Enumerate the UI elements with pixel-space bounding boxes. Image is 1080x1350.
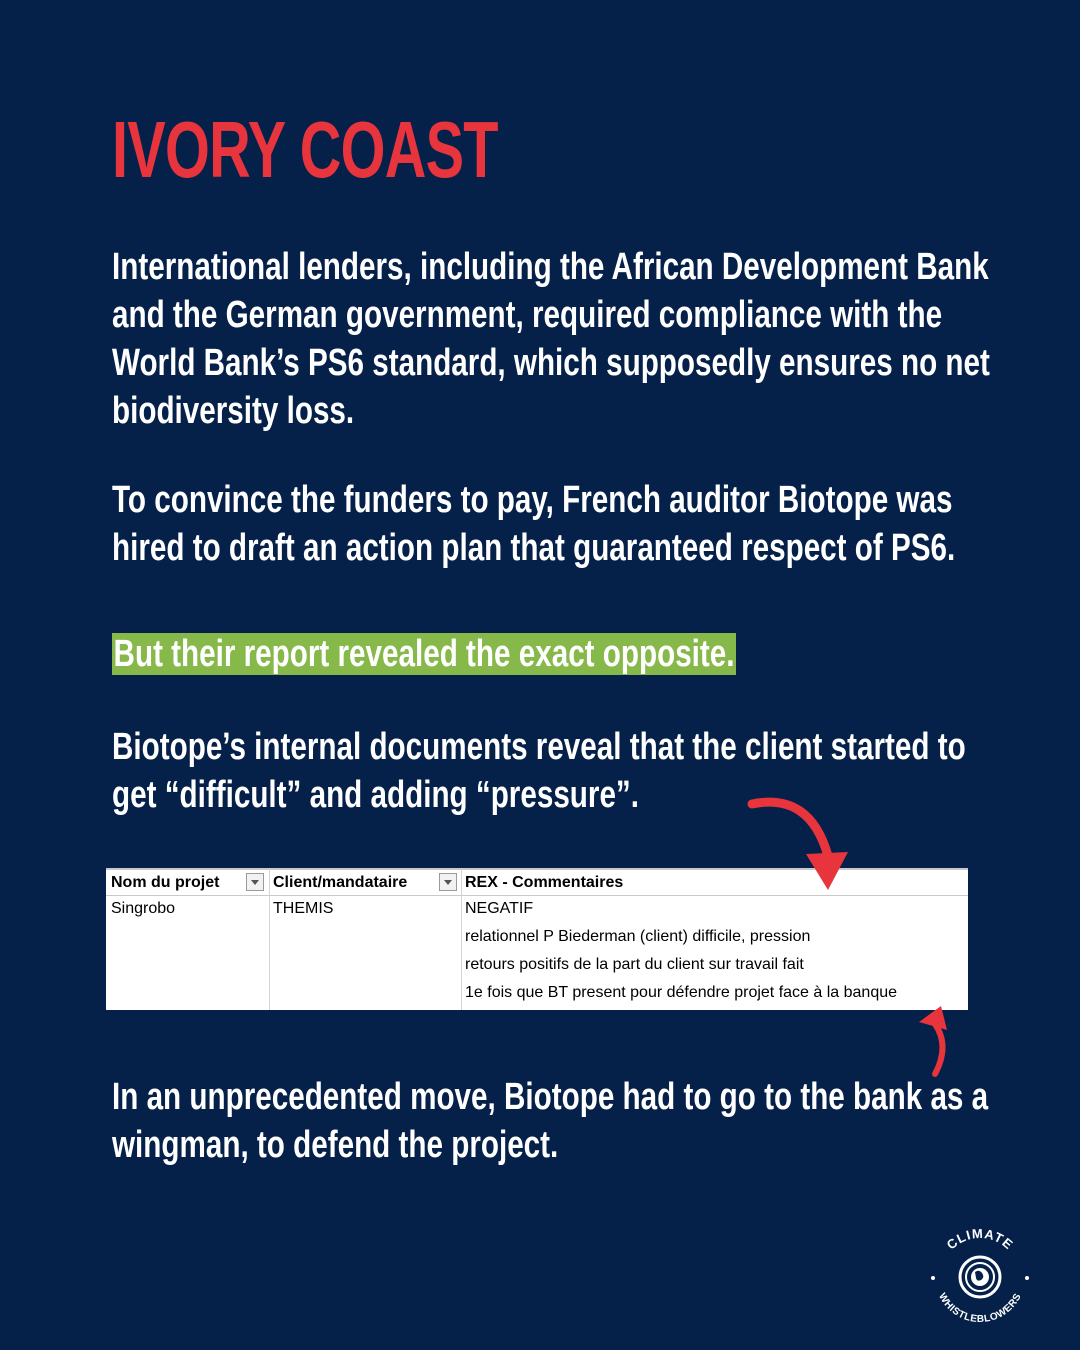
highlight-paragraph (112, 630, 736, 678)
paragraph-lenders (112, 243, 990, 435)
cell-comment: 1e fois que BT present pour défendre projet face à la banque (465, 984, 898, 1001)
cell-client: THEMIS (273, 900, 334, 917)
text-line: World Bank’s PS6 standard, which supposedly ensures no net (112, 342, 990, 384)
text-line: hired to draft an action plan that guaranteed respect of PS6. (112, 527, 956, 569)
red-curved-arrow-icon (740, 790, 860, 895)
header-project-name: Nom du projet (111, 874, 220, 891)
logo-top-text: CLIMATE (943, 1225, 1017, 1253)
paragraph-biotope-hired (112, 476, 955, 572)
cell-comment: NEGATIF (465, 900, 534, 917)
text-line: and the German government, required compliance with the (112, 294, 943, 336)
cell-project: Singrobo (111, 900, 176, 917)
page-title: IVORY COAST (112, 105, 498, 194)
text-line: get “difficult” and adding “pressure”. (112, 774, 639, 816)
cell-comment: retours positifs de la part du client sur travail fait (465, 956, 804, 973)
column-divider (461, 868, 462, 1010)
paragraph-wingman (112, 1073, 988, 1169)
red-curved-arrow-icon (905, 1000, 965, 1080)
text-line: In an unprecedented move, Biotope had to go to the bank as a (112, 1076, 989, 1118)
text-line: To convince the funders to pay, French auditor Biotope was (112, 479, 953, 521)
header-comments: REX - Commentaires (465, 874, 624, 891)
filter-dropdown-icon[interactable] (439, 873, 457, 891)
svg-text:CLIMATE (944, 1226, 1017, 1253)
text-line: International lenders, including the African Development Bank (112, 246, 989, 288)
filter-dropdown-icon[interactable] (246, 873, 264, 891)
highlighted-text: But their report revealed the exact opposite. (113, 633, 735, 675)
header-client: Client/mandataire (273, 874, 408, 891)
text-line: biodiversity loss. (112, 390, 355, 432)
column-divider (269, 868, 270, 1010)
globe-icon (960, 1257, 1000, 1297)
logo-bottom-text: WHISTLEBLOWERS (936, 1291, 1024, 1326)
text-line: wingman, to defend the project. (112, 1124, 559, 1166)
cell-comment: relationnel P Biederman (client) difficile, pression (465, 928, 811, 945)
climate-whistleblowers-logo (925, 1222, 1035, 1332)
text-line: Biotope’s internal documents reveal that the client started to (112, 726, 966, 768)
